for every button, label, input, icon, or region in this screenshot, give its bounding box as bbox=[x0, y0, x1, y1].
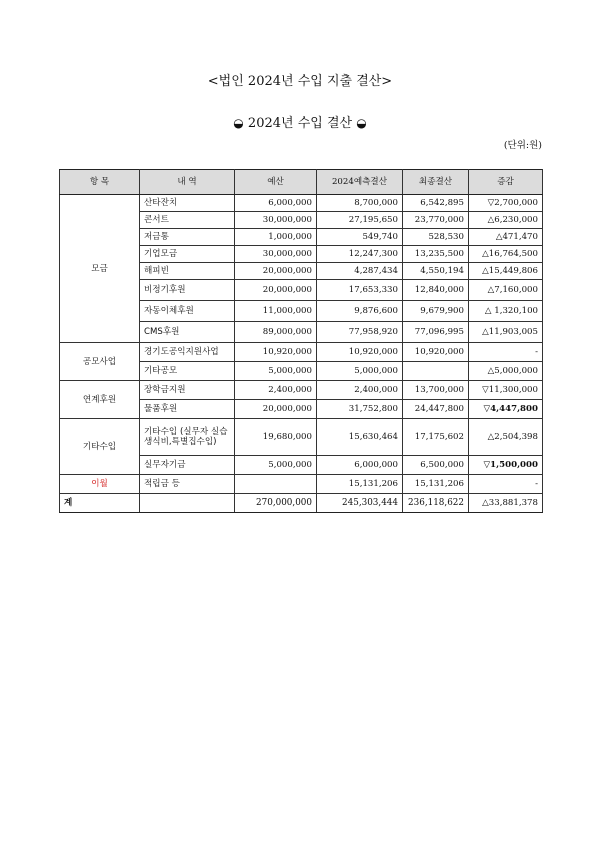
change-cell: △471,470 bbox=[469, 229, 543, 246]
item-cell: 기타수입 (실무자 실습생식비,특별집수입) bbox=[140, 419, 235, 456]
item-cell: 경기도공익지원사업 bbox=[140, 343, 235, 362]
change-cell: △15,449,806 bbox=[469, 263, 543, 280]
page-title: <법인 2024년 수입 지출 결산> bbox=[207, 74, 393, 89]
item-cell: 장학금지원 bbox=[140, 381, 235, 400]
item-cell: 기업모금 bbox=[140, 246, 235, 263]
final-cell: 77,096,995 bbox=[403, 322, 469, 343]
item-cell: CMS후원 bbox=[140, 322, 235, 343]
item-cell: 실무자기금 bbox=[140, 456, 235, 475]
table-row bbox=[60, 475, 543, 494]
forecast-cell: 10,920,000 bbox=[317, 343, 403, 362]
final-cell bbox=[403, 362, 469, 381]
category-cell: 모금 bbox=[60, 195, 140, 343]
forecast-cell: 8,700,000 bbox=[317, 195, 403, 212]
income-settlement-table bbox=[59, 169, 543, 513]
final-cell: 528,530 bbox=[403, 229, 469, 246]
forecast-cell: 549,740 bbox=[317, 229, 403, 246]
header-change: 증감 bbox=[469, 170, 543, 195]
half-circle-icon: ◒ bbox=[233, 116, 244, 130]
unit-label: (단위:원) bbox=[503, 140, 542, 151]
budget-cell: 89,000,000 bbox=[235, 322, 317, 343]
budget-cell: 30,000,000 bbox=[235, 212, 317, 229]
item-cell: 저금통 bbox=[140, 229, 235, 246]
budget-cell: 5,000,000 bbox=[235, 456, 317, 475]
forecast-cell: 5,000,000 bbox=[317, 362, 403, 381]
category-cell: 공모사업 bbox=[60, 343, 140, 381]
item-cell: 해피빈 bbox=[140, 263, 235, 280]
budget-cell: 20,000,000 bbox=[235, 280, 317, 301]
category-cell: 연계후원 bbox=[60, 381, 140, 419]
final-cell: 24,447,800 bbox=[403, 400, 469, 419]
category-cell: 이월 bbox=[60, 475, 140, 494]
budget-cell: 20,000,000 bbox=[235, 263, 317, 280]
final-cell: 13,700,000 bbox=[403, 381, 469, 400]
change-cell: △2,504,398 bbox=[469, 419, 543, 456]
forecast-cell: 6,000,000 bbox=[317, 456, 403, 475]
table-row bbox=[60, 381, 543, 400]
change-cell: △6,230,000 bbox=[469, 212, 543, 229]
forecast-cell: 12,247,300 bbox=[317, 246, 403, 263]
budget-cell: 11,000,000 bbox=[235, 301, 317, 322]
forecast-cell: 15,131,206 bbox=[317, 475, 403, 494]
forecast-cell: 77,958,920 bbox=[317, 322, 403, 343]
forecast-cell: 9,876,600 bbox=[317, 301, 403, 322]
final-cell: 15,131,206 bbox=[403, 475, 469, 494]
item-cell: 물품후원 bbox=[140, 400, 235, 419]
forecast-cell: 27,195,650 bbox=[317, 212, 403, 229]
half-circle-icon: ◒ bbox=[356, 116, 367, 130]
budget-cell: 270,000,000 bbox=[235, 494, 317, 513]
forecast-cell: 2,400,000 bbox=[317, 381, 403, 400]
final-cell: 13,235,500 bbox=[403, 246, 469, 263]
item-cell: 산타잔치 bbox=[140, 195, 235, 212]
change-cell: - bbox=[469, 343, 543, 362]
final-cell: 10,920,000 bbox=[403, 343, 469, 362]
header-item: 내 역 bbox=[140, 170, 235, 195]
change-cell: △ 1,320,100 bbox=[469, 301, 543, 322]
table-row bbox=[60, 343, 543, 362]
change-cell: ▽4,447,800 bbox=[469, 400, 543, 419]
final-cell: 9,679,900 bbox=[403, 301, 469, 322]
header-final: 최종결산 bbox=[403, 170, 469, 195]
table-row bbox=[60, 195, 543, 212]
header-budget: 예산 bbox=[235, 170, 317, 195]
change-cell: ▽11,300,000 bbox=[469, 381, 543, 400]
change-cell: △11,903,005 bbox=[469, 322, 543, 343]
budget-cell: 10,920,000 bbox=[235, 343, 317, 362]
total-row bbox=[60, 494, 543, 513]
category-cell: 기타수입 bbox=[60, 419, 140, 475]
header-forecast: 2024예측결산 bbox=[317, 170, 403, 195]
final-cell: 17,175,602 bbox=[403, 419, 469, 456]
table-row bbox=[60, 419, 543, 456]
item-cell bbox=[140, 494, 235, 513]
item-cell: 비정기후원 bbox=[140, 280, 235, 301]
budget-cell: 19,680,000 bbox=[235, 419, 317, 456]
change-cell: △7,160,000 bbox=[469, 280, 543, 301]
final-cell: 4,550,194 bbox=[403, 263, 469, 280]
change-cell: ▽1,500,000 bbox=[469, 456, 543, 475]
final-cell: 23,770,000 bbox=[403, 212, 469, 229]
final-cell: 6,500,000 bbox=[403, 456, 469, 475]
forecast-cell: 15,630,464 bbox=[317, 419, 403, 456]
item-cell: 자동이체후원 bbox=[140, 301, 235, 322]
forecast-cell: 17,653,330 bbox=[317, 280, 403, 301]
forecast-cell: 4,287,434 bbox=[317, 263, 403, 280]
budget-cell: 2,400,000 bbox=[235, 381, 317, 400]
budget-cell: 20,000,000 bbox=[235, 400, 317, 419]
change-cell: - bbox=[469, 475, 543, 494]
budget-cell bbox=[235, 475, 317, 494]
forecast-cell: 31,752,800 bbox=[317, 400, 403, 419]
header-category: 항 목 bbox=[60, 170, 140, 195]
budget-cell: 6,000,000 bbox=[235, 195, 317, 212]
section-title-text: 2024년 수입 결산 bbox=[247, 116, 353, 131]
category-cell: 계 bbox=[60, 494, 140, 513]
section-title bbox=[0, 112, 600, 131]
item-cell: 콘서트 bbox=[140, 212, 235, 229]
final-cell: 6,542,895 bbox=[403, 195, 469, 212]
change-cell: ▽2,700,000 bbox=[469, 195, 543, 212]
forecast-cell: 245,303,444 bbox=[317, 494, 403, 513]
final-cell: 12,840,000 bbox=[403, 280, 469, 301]
final-cell: 236,118,622 bbox=[403, 494, 469, 513]
budget-cell: 1,000,000 bbox=[235, 229, 317, 246]
change-cell: △5,000,000 bbox=[469, 362, 543, 381]
table-header-row bbox=[60, 170, 543, 195]
change-cell: △33,881,378 bbox=[469, 494, 543, 513]
budget-cell: 5,000,000 bbox=[235, 362, 317, 381]
item-cell: 적립금 등 bbox=[140, 475, 235, 494]
budget-cell: 30,000,000 bbox=[235, 246, 317, 263]
change-cell: △16,764,500 bbox=[469, 246, 543, 263]
item-cell: 기타공모 bbox=[140, 362, 235, 381]
